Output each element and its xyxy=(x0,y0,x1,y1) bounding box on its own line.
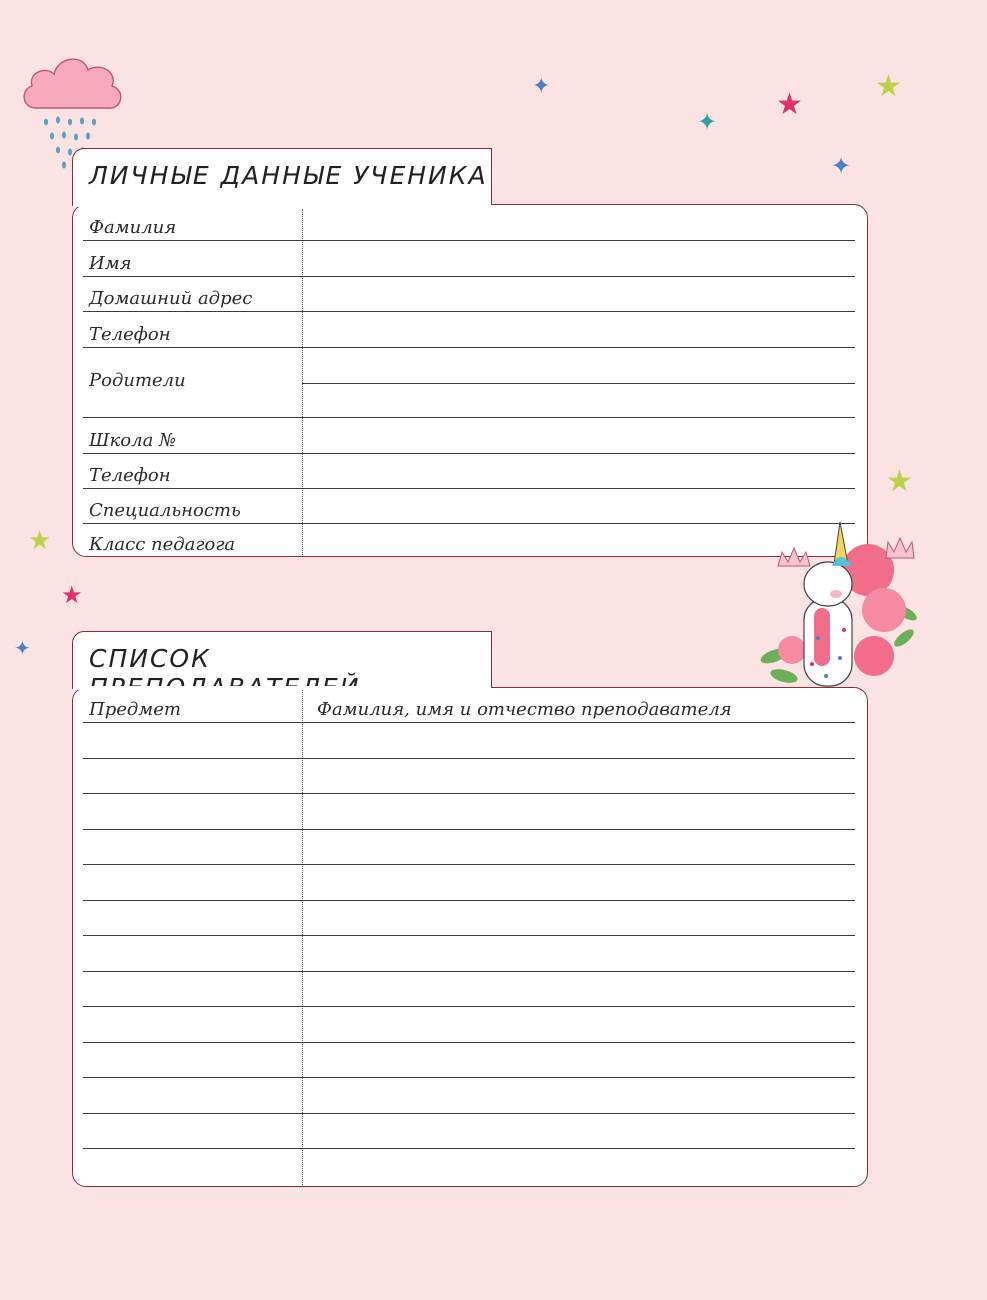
unicorn-illustration xyxy=(756,518,926,696)
teachers-header-row xyxy=(83,688,855,723)
teacher-row xyxy=(83,865,855,901)
subject-input[interactable] xyxy=(83,901,302,936)
subject-input[interactable] xyxy=(83,865,302,900)
star-icon: ✦ xyxy=(532,74,551,99)
teacher-row xyxy=(83,936,855,972)
teacher-name-input[interactable] xyxy=(302,759,855,794)
teacher-name-input[interactable] xyxy=(302,1007,855,1042)
student-row xyxy=(83,489,855,524)
subject-input[interactable] xyxy=(83,1114,302,1149)
student-data-card xyxy=(72,204,868,557)
teacher-row xyxy=(83,1114,855,1150)
teacher-row xyxy=(83,1149,855,1185)
subject-input[interactable] xyxy=(83,794,302,829)
star-icon: ★ xyxy=(886,464,913,499)
subject-input[interactable] xyxy=(83,972,302,1007)
subject-input[interactable] xyxy=(83,1078,302,1113)
teachers-list-card xyxy=(72,687,868,1187)
star-icon: ★ xyxy=(875,69,902,104)
teachers-section-tab xyxy=(72,631,492,689)
teacher-name-input[interactable] xyxy=(302,901,855,936)
field-input[interactable] xyxy=(302,277,855,311)
star-icon: ✦ xyxy=(697,108,718,136)
teacher-row xyxy=(83,759,855,795)
student-row xyxy=(83,277,855,312)
field-label: Специальность xyxy=(89,500,241,521)
teacher-name-input[interactable] xyxy=(302,794,855,829)
teacher-row xyxy=(83,1078,855,1114)
teacher-name-input[interactable] xyxy=(302,972,855,1007)
field-label: Телефон xyxy=(89,465,171,486)
teacher-row xyxy=(83,723,855,759)
student-row xyxy=(83,209,855,241)
column-header-subject: Предмет xyxy=(89,699,181,720)
subject-input[interactable] xyxy=(83,1007,302,1042)
field-input[interactable] xyxy=(302,454,855,488)
teacher-name-input[interactable] xyxy=(302,1114,855,1149)
column-header-teacher: Фамилия, имя и отчество преподавателя xyxy=(317,699,732,720)
teacher-name-input[interactable] xyxy=(302,1149,855,1185)
student-row xyxy=(83,524,855,557)
star-icon: ✦ xyxy=(14,636,31,660)
teacher-name-input[interactable] xyxy=(302,865,855,900)
teacher-name-input[interactable] xyxy=(302,1043,855,1078)
teacher-row xyxy=(83,972,855,1008)
subject-input[interactable] xyxy=(83,936,302,971)
student-section-tab xyxy=(72,148,492,206)
field-label: Телефон xyxy=(89,324,171,345)
teacher-name-input[interactable] xyxy=(302,830,855,865)
field-label: Имя xyxy=(89,253,132,274)
field-label: Класс педагога xyxy=(89,534,236,555)
student-row xyxy=(83,348,855,418)
star-icon: ★ xyxy=(776,87,803,122)
field-label: Фамилия xyxy=(89,217,177,238)
student-row xyxy=(83,454,855,489)
field-label: Домашний адрес xyxy=(89,288,253,309)
star-icon: ★ xyxy=(28,526,52,556)
teacher-name-input[interactable] xyxy=(302,723,855,758)
field-input[interactable] xyxy=(302,312,855,347)
subject-input[interactable] xyxy=(83,723,302,758)
student-row xyxy=(83,312,855,348)
teacher-row xyxy=(83,830,855,866)
student-section-title: ЛИЧНЫЕ ДАННЫЕ УЧЕНИКА xyxy=(89,161,488,190)
teacher-row xyxy=(83,794,855,830)
teacher-name-input[interactable] xyxy=(302,936,855,971)
student-data-rows xyxy=(83,209,855,557)
star-icon: ✦ xyxy=(831,152,852,180)
field-input[interactable] xyxy=(302,209,855,240)
subject-input[interactable] xyxy=(83,1043,302,1078)
teacher-row xyxy=(83,1043,855,1079)
subject-input[interactable] xyxy=(83,759,302,794)
teachers-list-rows xyxy=(83,688,855,1185)
student-row xyxy=(83,418,855,454)
subject-input[interactable] xyxy=(83,1149,302,1185)
star-icon: ★ xyxy=(61,581,83,609)
student-row xyxy=(83,241,855,277)
teacher-name-input[interactable] xyxy=(302,1078,855,1113)
field-label: Родители xyxy=(89,370,186,391)
field-label: Школа № xyxy=(89,430,177,451)
field-input[interactable] xyxy=(302,418,855,453)
field-input[interactable] xyxy=(302,241,855,276)
teachers-section-title: СПИСОК xyxy=(89,644,211,673)
subject-input[interactable] xyxy=(83,830,302,865)
teacher-row xyxy=(83,1007,855,1043)
teacher-row xyxy=(83,901,855,937)
